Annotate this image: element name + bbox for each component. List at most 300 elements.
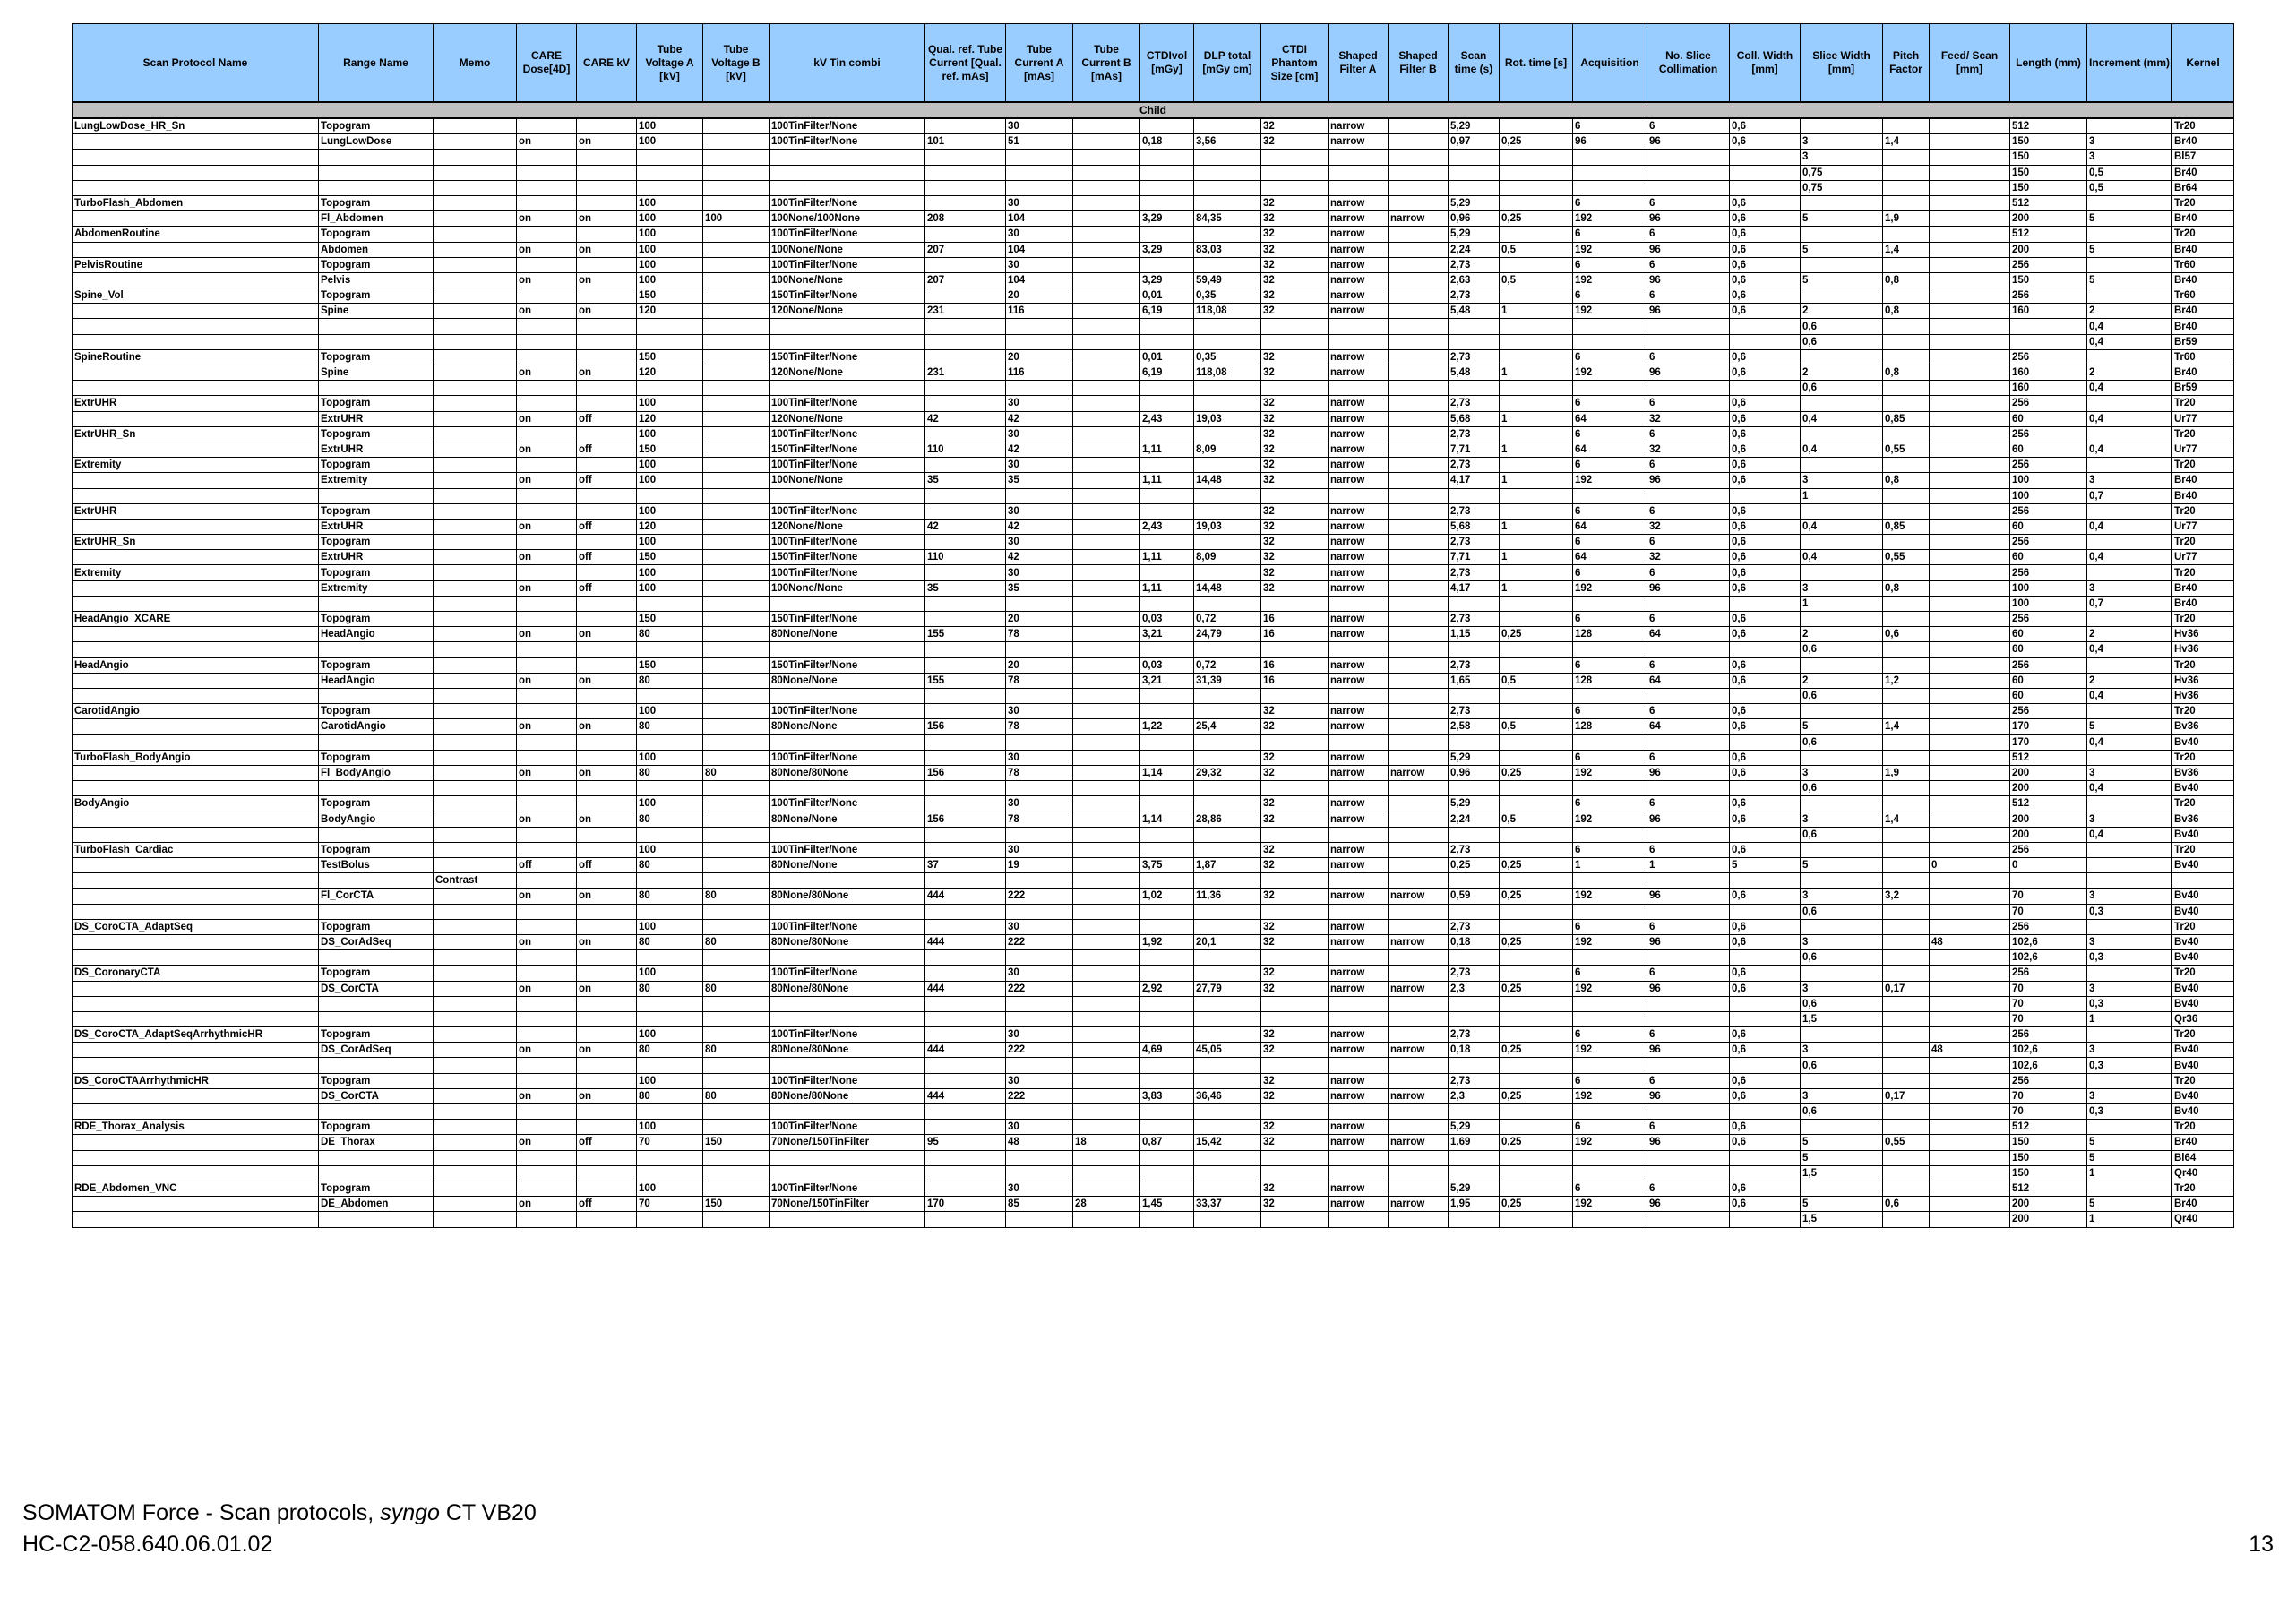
table-cell: 0,25 — [1500, 1088, 1573, 1103]
table-cell: 1,22 — [1140, 719, 1194, 734]
table-cell — [517, 950, 577, 966]
table-cell: 512 — [2010, 195, 2087, 210]
column-header: Scan Protocol Name — [73, 24, 319, 103]
table-cell — [73, 827, 319, 842]
table-cell: CarotidAngio — [319, 719, 434, 734]
table-cell — [434, 750, 517, 765]
table-cell: 0,6 — [1730, 535, 1801, 550]
table-cell — [434, 473, 517, 488]
table-cell — [434, 596, 517, 611]
table-cell — [577, 227, 637, 242]
table-cell: 1 — [1573, 858, 1647, 873]
table-cell: 32 — [1261, 442, 1329, 457]
table-cell: 35 — [925, 580, 1006, 596]
table-cell — [1073, 473, 1140, 488]
column-header: Memo — [434, 24, 517, 103]
table-body — [73, 102, 2234, 1227]
table-cell — [1389, 488, 1449, 503]
table-cell — [770, 1011, 925, 1026]
table-cell — [1194, 488, 1261, 503]
table-cell — [1194, 1011, 1261, 1026]
table-row — [73, 565, 2234, 580]
table-cell: Topogram — [319, 750, 434, 765]
column-header: CTDIvol [mGy] — [1140, 24, 1194, 103]
table-cell — [1500, 1058, 1573, 1073]
table-cell — [517, 904, 577, 919]
table-cell: ExtrUHR_Sn — [73, 535, 319, 550]
table-cell — [517, 919, 577, 934]
table-cell — [1930, 211, 2010, 227]
table-cell: 8,09 — [1194, 442, 1261, 457]
table-cell: 28 — [1073, 1197, 1140, 1212]
table-cell: 5,29 — [1449, 1181, 1500, 1196]
table-cell: 6 — [1647, 288, 1730, 304]
table-cell: 0,6 — [1801, 996, 1883, 1011]
table-cell: 100 — [703, 211, 770, 227]
table-cell — [1329, 781, 1389, 796]
table-cell — [703, 118, 770, 134]
table-cell: Topogram — [319, 612, 434, 627]
table-cell — [703, 1073, 770, 1088]
table-cell — [73, 442, 319, 457]
table-row — [73, 150, 2234, 165]
table-cell: 0,6 — [1801, 950, 1883, 966]
table-cell — [770, 1150, 925, 1165]
table-row — [73, 1043, 2234, 1058]
table-cell — [1500, 349, 1573, 365]
table-cell: 0,6 — [1730, 1197, 1801, 1212]
table-row — [73, 1197, 2234, 1212]
table-cell — [73, 550, 319, 565]
table-cell: 5 — [2087, 272, 2172, 288]
table-cell — [73, 381, 319, 396]
table-row — [73, 134, 2234, 150]
table-cell: narrow — [1389, 934, 1449, 949]
table-cell: 2,73 — [1449, 458, 1500, 473]
table-cell — [434, 981, 517, 996]
table-cell: on — [517, 765, 577, 780]
table-cell — [1647, 873, 1730, 889]
table-cell: 64 — [1647, 673, 1730, 688]
table-cell: 192 — [1573, 1043, 1647, 1058]
table-cell: 32 — [1261, 411, 1329, 426]
table-cell — [517, 1011, 577, 1026]
table-cell: Br40 — [2172, 165, 2234, 180]
table-cell: 231 — [925, 365, 1006, 381]
table-cell: 444 — [925, 1088, 1006, 1103]
table-cell: 32 — [1261, 858, 1329, 873]
table-cell: 256 — [2010, 288, 2087, 304]
table-cell — [1073, 1181, 1140, 1196]
table-cell: 1,9 — [1883, 211, 1930, 227]
table-cell — [770, 781, 925, 796]
table-cell: 64 — [1573, 550, 1647, 565]
table-cell: 33,37 — [1194, 1197, 1261, 1212]
table-cell: 32 — [1261, 981, 1329, 996]
table-cell: 208 — [925, 211, 1006, 227]
table-cell — [1329, 488, 1389, 503]
table-cell — [577, 257, 637, 272]
table-cell: ExtrUHR — [73, 503, 319, 519]
table-cell: 19 — [1006, 858, 1073, 873]
table-cell: 0,4 — [2087, 519, 2172, 534]
table-cell: 30 — [1006, 195, 1073, 210]
table-cell — [1073, 966, 1140, 981]
table-cell — [1883, 827, 1930, 842]
table-cell — [1801, 704, 1883, 719]
table-cell: 0,3 — [2087, 1104, 2172, 1120]
table-cell: Br40 — [2172, 1197, 2234, 1212]
table-cell: 0,4 — [2087, 442, 2172, 457]
table-cell — [1883, 257, 1930, 272]
table-cell — [925, 612, 1006, 627]
table-cell: on — [517, 580, 577, 596]
table-cell: 156 — [925, 812, 1006, 827]
table-cell — [517, 227, 577, 242]
table-cell — [637, 734, 703, 750]
table-cell: narrow — [1329, 349, 1389, 365]
table-cell: Tr20 — [2172, 535, 2234, 550]
table-cell: 6 — [1647, 1027, 1730, 1043]
table-cell — [1389, 1150, 1449, 1165]
table-cell — [1449, 488, 1500, 503]
table-cell — [1883, 996, 1930, 1011]
table-cell — [1573, 827, 1647, 842]
table-cell: 120 — [637, 411, 703, 426]
table-cell: on — [517, 673, 577, 688]
table-cell — [1730, 150, 1801, 165]
table-cell: 32 — [1261, 288, 1329, 304]
table-cell — [1449, 180, 1500, 195]
table-cell — [1140, 996, 1194, 1011]
table-cell: 102,6 — [2010, 950, 2087, 966]
table-cell: 150TinFilter/None — [770, 349, 925, 365]
column-header: No. Slice Collimation — [1647, 24, 1730, 103]
table-cell: 100TinFilter/None — [770, 750, 925, 765]
table-cell: 0,6 — [1730, 1088, 1801, 1103]
table-row — [73, 642, 2234, 657]
table-cell: 100TinFilter/None — [770, 704, 925, 719]
table-cell: 5 — [1801, 272, 1883, 288]
table-cell — [1930, 904, 2010, 919]
table-cell — [1329, 950, 1389, 966]
table-cell: Bv40 — [2172, 1088, 2234, 1103]
table-cell: 30 — [1006, 458, 1073, 473]
table-cell: 5 — [2087, 211, 2172, 227]
table-cell — [637, 1104, 703, 1120]
table-cell — [1883, 1150, 1930, 1165]
table-cell: 0,25 — [1500, 934, 1573, 949]
table-cell — [1140, 426, 1194, 442]
table-cell — [1194, 195, 1261, 210]
table-cell: on — [577, 934, 637, 949]
table-cell — [1073, 950, 1140, 966]
table-cell — [1261, 950, 1329, 966]
column-header: Feed/ Scan [mm] — [1930, 24, 2010, 103]
table-cell: 5 — [1801, 242, 1883, 257]
table-row — [73, 750, 2234, 765]
table-cell — [73, 781, 319, 796]
table-cell — [434, 1104, 517, 1120]
table-cell — [1261, 781, 1329, 796]
table-cell — [1730, 904, 1801, 919]
table-cell: 51 — [1006, 134, 1073, 150]
table-cell — [319, 319, 434, 334]
table-cell — [1006, 781, 1073, 796]
table-cell — [1140, 319, 1194, 334]
table-cell — [73, 242, 319, 257]
table-cell: 32 — [1261, 765, 1329, 780]
table-cell: Hv36 — [2172, 688, 2234, 703]
table-cell — [1883, 426, 1930, 442]
table-cell — [1073, 1058, 1140, 1073]
table-cell — [1389, 381, 1449, 396]
column-header: Scan time (s) — [1449, 24, 1500, 103]
table-cell: off — [577, 550, 637, 565]
table-cell — [2087, 966, 2172, 981]
table-cell — [1194, 180, 1261, 195]
table-cell — [770, 688, 925, 703]
table-cell: 32 — [1261, 304, 1329, 319]
table-cell: 1 — [1500, 550, 1573, 565]
table-row — [73, 596, 2234, 611]
table-cell: 30 — [1006, 1120, 1073, 1135]
table-cell — [517, 334, 577, 349]
table-cell — [770, 1058, 925, 1073]
table-cell: 155 — [925, 627, 1006, 642]
column-header: Coll. Width [mm] — [1730, 24, 1801, 103]
table-cell — [703, 580, 770, 596]
table-row — [73, 1027, 2234, 1043]
table-cell — [434, 1150, 517, 1165]
table-cell — [1073, 349, 1140, 365]
table-cell — [1930, 535, 2010, 550]
table-cell: on — [517, 411, 577, 426]
table-cell: 100 — [637, 118, 703, 134]
table-cell — [1140, 1120, 1194, 1135]
table-cell — [434, 719, 517, 734]
table-cell: on — [577, 1088, 637, 1103]
table-cell — [73, 1043, 319, 1058]
table-cell: 80None/None — [770, 719, 925, 734]
table-cell: 150 — [2010, 1135, 2087, 1150]
table-cell: 0,6 — [1801, 688, 1883, 703]
table-cell: Tr20 — [2172, 842, 2234, 857]
table-cell: 5,48 — [1449, 304, 1500, 319]
table-cell — [1573, 150, 1647, 165]
table-cell — [1930, 473, 2010, 488]
table-cell — [1006, 827, 1073, 842]
table-cell — [1261, 381, 1329, 396]
table-cell — [1883, 195, 1930, 210]
table-cell — [517, 381, 577, 396]
table-cell — [1140, 1011, 1194, 1026]
table-cell: 6 — [1647, 503, 1730, 519]
table-cell: 1,14 — [1140, 812, 1194, 827]
table-cell: 32 — [1261, 195, 1329, 210]
table-cell — [1500, 334, 1573, 349]
table-cell — [1930, 873, 2010, 889]
table-cell — [577, 426, 637, 442]
table-cell: HeadAngio — [319, 673, 434, 688]
table-cell — [577, 996, 637, 1011]
table-cell — [1140, 1104, 1194, 1120]
table-cell — [1500, 257, 1573, 272]
table-cell — [1006, 165, 1073, 180]
table-cell — [1500, 319, 1573, 334]
table-cell: DS_CorCTA — [319, 981, 434, 996]
table-cell: 0,3 — [2087, 1058, 2172, 1073]
table-cell — [1647, 334, 1730, 349]
table-cell — [637, 781, 703, 796]
table-cell: on — [577, 765, 637, 780]
table-cell: 32 — [1261, 1088, 1329, 1103]
table-cell: Topogram — [319, 458, 434, 473]
table-cell: 0,17 — [1883, 1088, 1930, 1103]
table-cell: 3 — [1801, 981, 1883, 996]
table-cell — [1449, 642, 1500, 657]
table-cell — [703, 1027, 770, 1043]
table-cell — [1930, 996, 2010, 1011]
table-cell: Bv40 — [2172, 889, 2234, 904]
table-cell — [1801, 612, 1883, 627]
table-cell — [1883, 334, 1930, 349]
table-cell — [73, 488, 319, 503]
table-cell: 31,39 — [1194, 673, 1261, 688]
table-cell — [1389, 966, 1449, 981]
table-row — [73, 842, 2234, 857]
table-cell — [1730, 596, 1801, 611]
table-cell: 100 — [637, 796, 703, 812]
table-cell — [1073, 612, 1140, 627]
table-cell — [1073, 796, 1140, 812]
table-cell — [703, 627, 770, 642]
table-cell: 32 — [1261, 519, 1329, 534]
table-cell: 2,73 — [1449, 257, 1500, 272]
table-cell: 42 — [1006, 519, 1073, 534]
table-cell: 120 — [637, 365, 703, 381]
table-cell: 6 — [1573, 657, 1647, 673]
table-cell — [1730, 319, 1801, 334]
table-cell: 3 — [2087, 889, 2172, 904]
table-cell: 32 — [1261, 118, 1329, 134]
table-cell — [434, 180, 517, 195]
table-cell: 4,69 — [1140, 1043, 1194, 1058]
table-cell — [1930, 150, 2010, 165]
table-cell — [1883, 1120, 1930, 1135]
table-cell — [434, 904, 517, 919]
table-cell — [1930, 1197, 2010, 1212]
table-cell — [2010, 873, 2087, 889]
table-cell — [1389, 1058, 1449, 1073]
table-cell — [1389, 227, 1449, 242]
table-cell: 192 — [1573, 365, 1647, 381]
column-header: kV Tin combi — [770, 24, 925, 103]
table-cell — [1883, 381, 1930, 396]
table-cell: 3,21 — [1140, 673, 1194, 688]
table-row — [73, 396, 2234, 411]
table-cell — [577, 1120, 637, 1135]
table-cell — [577, 118, 637, 134]
table-cell: 32 — [1261, 1073, 1329, 1088]
table-cell: 80 — [703, 934, 770, 949]
table-cell: 0,01 — [1140, 288, 1194, 304]
table-cell: 192 — [1573, 242, 1647, 257]
table-cell — [703, 503, 770, 519]
table-cell — [925, 1212, 1006, 1227]
table-cell — [1261, 165, 1329, 180]
table-cell: narrow — [1389, 1197, 1449, 1212]
table-cell: 192 — [1573, 812, 1647, 827]
table-cell: 80 — [637, 627, 703, 642]
table-cell — [1647, 734, 1730, 750]
table-cell: 160 — [2010, 381, 2087, 396]
table-cell — [1930, 627, 2010, 642]
table-cell — [1140, 118, 1194, 134]
table-cell: 2,43 — [1140, 411, 1194, 426]
table-cell: 32 — [1261, 934, 1329, 949]
table-cell: 96 — [1647, 1197, 1730, 1212]
table-cell — [1883, 1165, 1930, 1181]
table-cell: 200 — [2010, 242, 2087, 257]
table-cell — [1389, 426, 1449, 442]
table-cell — [1500, 827, 1573, 842]
table-cell — [1140, 688, 1194, 703]
table-cell — [1261, 1011, 1329, 1026]
table-cell — [434, 889, 517, 904]
table-cell — [434, 519, 517, 534]
table-cell — [1194, 781, 1261, 796]
table-cell — [517, 781, 577, 796]
table-cell — [1930, 1212, 2010, 1227]
table-cell: narrow — [1329, 657, 1389, 673]
table-cell: 42 — [925, 519, 1006, 534]
table-cell: 231 — [925, 304, 1006, 319]
table-row — [73, 796, 2234, 812]
table-cell — [1449, 1058, 1500, 1073]
table-cell — [1329, 688, 1389, 703]
table-cell: on — [517, 242, 577, 257]
table-cell — [1930, 272, 2010, 288]
table-cell — [1073, 458, 1140, 473]
table-cell — [577, 195, 637, 210]
table-cell — [925, 565, 1006, 580]
table-cell — [925, 688, 1006, 703]
table-cell — [1073, 195, 1140, 210]
table-cell: 0,6 — [1730, 1135, 1801, 1150]
table-cell — [577, 165, 637, 180]
table-cell — [637, 827, 703, 842]
table-cell: ExtrUHR_Sn — [73, 426, 319, 442]
table-cell — [319, 1165, 434, 1181]
table-cell: 35 — [1006, 580, 1073, 596]
table-cell: narrow — [1329, 242, 1389, 257]
table-cell: 1,95 — [1449, 1197, 1500, 1212]
table-cell — [1140, 396, 1194, 411]
table-cell: 83,03 — [1194, 242, 1261, 257]
table-row — [73, 426, 2234, 442]
table-cell — [1500, 535, 1573, 550]
table-cell — [1883, 796, 1930, 812]
table-cell — [1573, 1058, 1647, 1073]
table-cell: 19,03 — [1194, 411, 1261, 426]
table-cell: 100None/None — [770, 272, 925, 288]
table-cell: 192 — [1573, 934, 1647, 949]
table-cell: on — [577, 304, 637, 319]
table-cell — [434, 257, 517, 272]
table-cell — [1389, 519, 1449, 534]
table-cell: 0,72 — [1194, 657, 1261, 673]
